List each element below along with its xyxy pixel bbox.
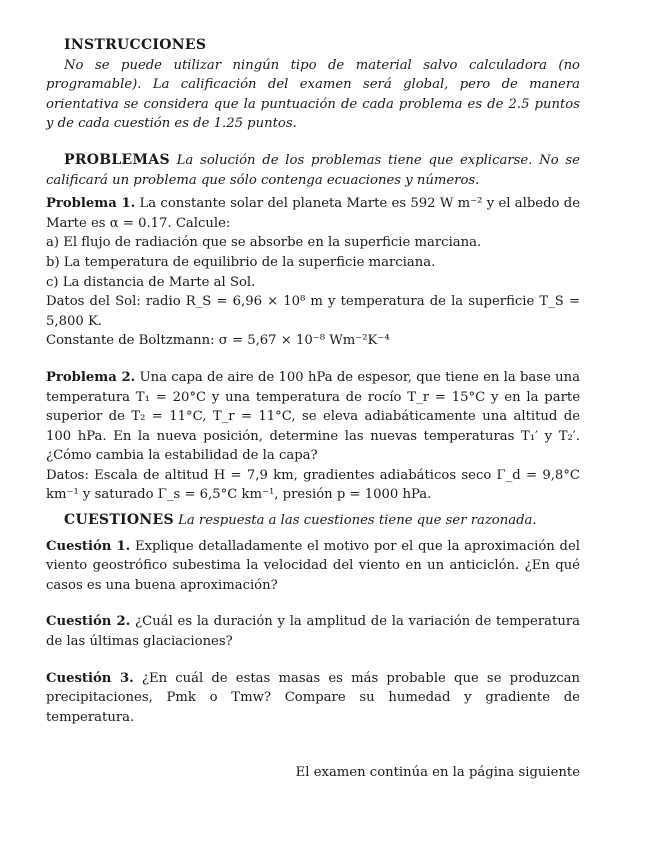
problema-1-a: a) El flujo de radiación que se absorbe en la superficie marciana. (46, 235, 482, 251)
exam-page (46, 36, 580, 783)
instrucciones-section (46, 36, 580, 134)
cuestion-2 (46, 612, 580, 651)
cuestiones-intro: La respuesta a las cuestiones tiene que ser razonada. (178, 513, 537, 529)
cuestion-3 (46, 669, 580, 728)
problema-2 (46, 368, 580, 505)
problema-1-data-boltzmann: Constante de Boltzmann: σ = 5,67 × 10⁻⁸ Wm⁻²K⁻⁴ (46, 333, 390, 349)
instrucciones-title: INSTRUCCIONES (64, 37, 207, 53)
cuestion-3-text: ¿En cuál de estas masas es más probable que se produzcan precipitaciones, Pmk o Tmw? Compare su humedad y gradiente de temperatura. (46, 670, 580, 725)
problemas-section (46, 151, 580, 505)
cuestion-1 (46, 537, 580, 596)
problemas-intro: La solución de los problemas tiene que explicarse. No se calificará un problema que sólo contenga ecuaciones y números. (46, 152, 580, 188)
problema-1-data-sol: Datos del Sol: radio R_S = 6,96 × 10⁸ m y temperatura de la superficie T_S = 5,800 K. (46, 294, 580, 329)
cuestiones-section (46, 511, 580, 727)
problema-2-data: Datos: Escala de altitud H = 7,9 km, gradientes adiabáticos seco Γ_d = 9,8°C km⁻¹ y saturado Γ_s = 6,5°C km⁻¹, presión p = 1000 hPa. (46, 467, 580, 503)
cuestion-2-text: ¿Cuál es la duración y la amplitud de la variación de temperatura de las últimas glaciaciones? (46, 614, 580, 650)
cuestion-2-label: Cuestión 2. (46, 614, 131, 630)
problemas-title: PROBLEMAS (64, 151, 170, 168)
problema-1-label: Problema 1. (46, 196, 136, 212)
cuestion-1-label: Cuestión 1. (46, 538, 131, 554)
instrucciones-text: No se puede utilizar ningún tipo de material salvo calculadora (no programable). La calificación del examen será global, pero de manera orientativa se considera que la puntuación de cada problema es de 2.5 puntos y de cada cuestión es de 1.25 puntos. (46, 57, 580, 132)
problema-1-b: b) La temperatura de equilibrio de la superficie marciana. (46, 254, 436, 270)
problema-2-label: Problema 2. (46, 369, 136, 385)
problema-1 (46, 194, 580, 351)
cuestion-3-label: Cuestión 3. (46, 670, 134, 686)
cuestiones-title: CUESTIONES (64, 512, 174, 529)
problema-2-text: Una capa de aire de 100 hPa de espesor, que tiene en la base una temperatura T₁ = 20°C y una temperatura de rocío T_r = 15°C y en la parte superior de T₂ = 11°C, T_r = 11°C, se eleva adiabáticamente una altitud de 100 hPa. En la nueva posición, determine las nuevas temperaturas T₁′ y T₂′. ¿Cómo cambia la estabilidad de la capa? (46, 369, 580, 464)
footer-continues: El examen continúa en la página siguiente (295, 765, 580, 781)
problema-1-text: La constante solar del planeta Marte es 592 W m⁻² y el albedo de Marte es α = 0.17. Calcule: (46, 196, 580, 231)
cuestion-1-text: Explique detalladamente el motivo por el que la aproximación del viento geostrófico subestima la velocidad del viento en un anticiclón. ¿En qué casos es una buena aproximación? (46, 538, 580, 593)
problema-1-c: c) La distancia de Marte al Sol. (46, 274, 256, 290)
